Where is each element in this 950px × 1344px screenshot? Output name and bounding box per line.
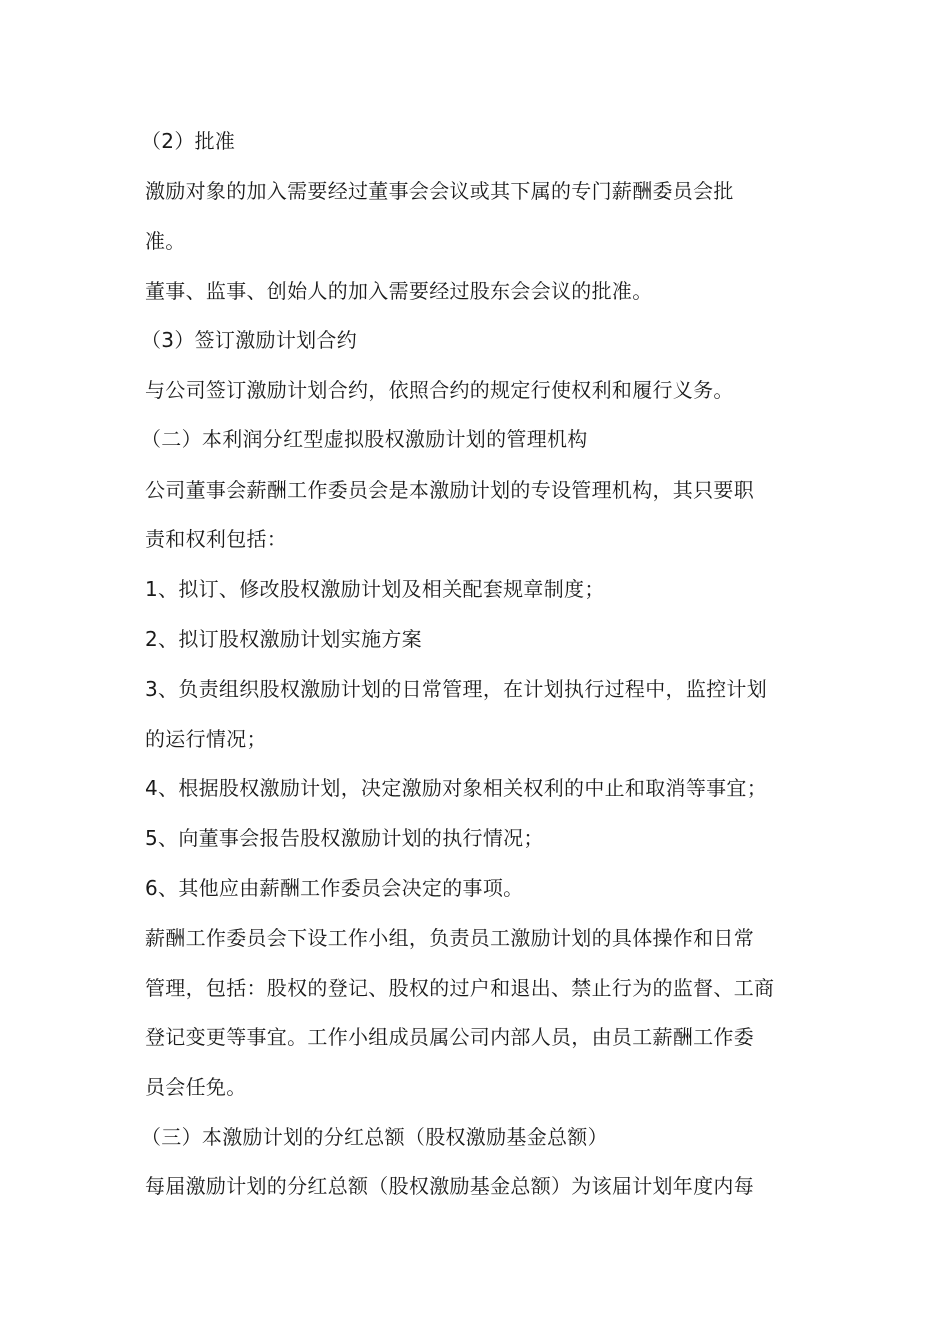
paragraph-line: 激励对象的加入需要经过董事会会议或其下属的专门薪酬委员会批 <box>145 179 734 203</box>
list-item: 6、其他应由薪酬工作委员会决定的事项。 <box>145 876 524 900</box>
paragraph-line: 薪酬工作委员会下设工作小组，负责员工激励计划的具体操作和日常 <box>145 926 754 950</box>
section-heading-dividend: （三）本激励计划的分红总额（股权激励基金总额） <box>141 1125 608 1149</box>
paragraph-line: 员会任免。 <box>145 1075 247 1099</box>
paragraph-line: 董事、监事、创始人的加入需要经过股东会会议的批准。 <box>145 279 653 303</box>
list-item: 4、根据股权激励计划，决定激励对象相关权利的中止和取消等事宜； <box>145 776 768 800</box>
paragraph-line: 准。 <box>145 229 186 253</box>
paragraph-line: 登记变更等事宜。工作小组成员属公司内部人员，由员工薪酬工作委 <box>145 1025 754 1049</box>
paragraph-line: 公司董事会薪酬工作委员会是本激励计划的专设管理机构，其只要职 <box>145 478 754 502</box>
list-item: 5、向董事会报告股权激励计划的执行情况； <box>145 826 544 850</box>
paragraph-line: 责和权利包括： <box>145 527 288 551</box>
list-item: 2、拟订股权激励计划实施方案 <box>145 627 422 651</box>
paragraph-line: 每届激励计划的分红总额（股权激励基金总额）为该届计划年度内每 <box>145 1174 754 1198</box>
section-heading-management: （二）本利润分红型虚拟股权激励计划的管理机构 <box>141 427 588 451</box>
list-item: 3、负责组织股权激励计划的日常管理，在计划执行过程中，监控计划 <box>145 677 768 701</box>
subheading-approval: （2）批准 <box>141 129 236 153</box>
list-item: 1、拟订、修改股权激励计划及相关配套规章制度； <box>145 577 605 601</box>
paragraph-line: 管理，包括：股权的登记、股权的过户和退出、禁止行为的监督、工商 <box>145 976 775 1000</box>
paragraph-line: 与公司签订激励计划合约，依照合约的规定行使权利和履行义务。 <box>145 378 734 402</box>
list-item-continuation: 的运行情况； <box>145 727 267 751</box>
subheading-contract: （3）签订激励计划合约 <box>141 328 358 352</box>
